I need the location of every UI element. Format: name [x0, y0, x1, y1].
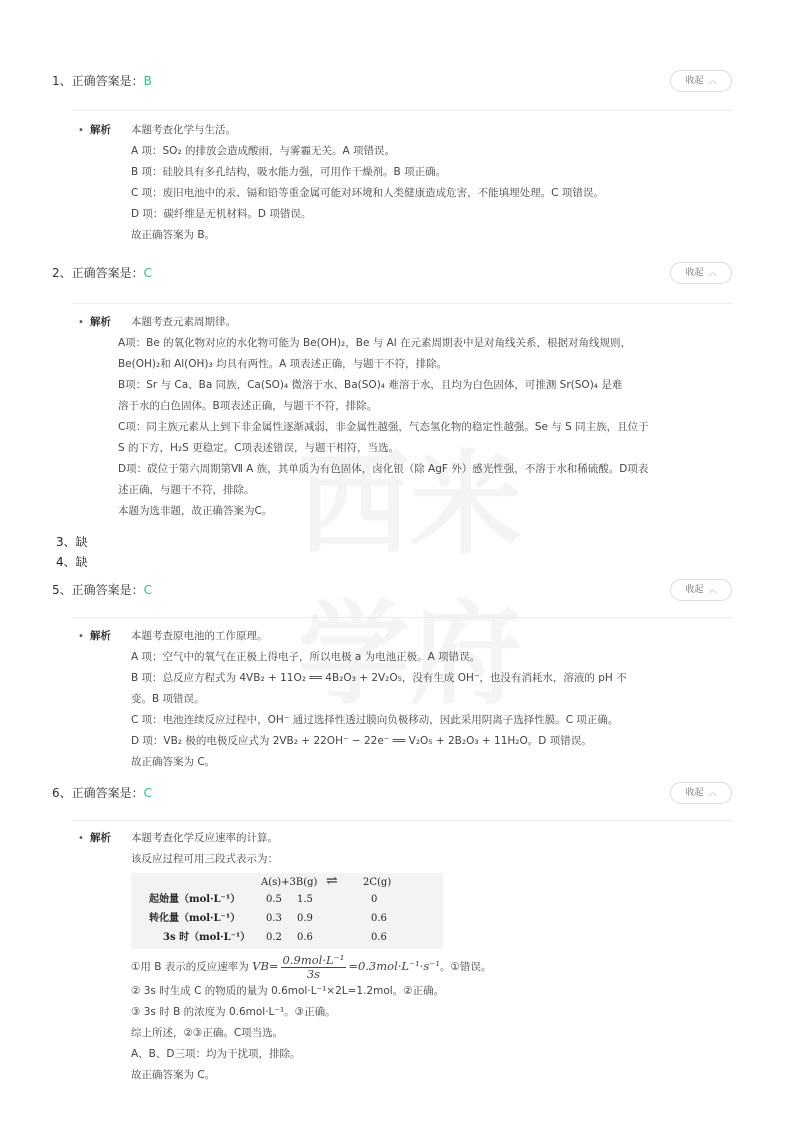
- chevron-up-icon: ︿: [708, 788, 717, 797]
- question-number: 4、: [56, 555, 76, 569]
- analysis-tag: 解析: [90, 630, 111, 642]
- analysis-line: B项：Sr 与 Ca、Ba 同族，Ca(SO)₄ 微溶于水、Ba(SO)₄ 难溶于水，且均为白色固体，可推测 Sr(SO)₄ 是难: [118, 379, 623, 391]
- collapse-label: 收起: [685, 76, 704, 86]
- analysis-line: 该反应过程可用三段式表示为：: [131, 853, 278, 865]
- analysis-q2: [78, 312, 718, 522]
- analysis-line: 本题考查原电池的工作原理。: [131, 630, 268, 642]
- answer-letter: B: [143, 74, 152, 88]
- answer-prefix: 正确答案是：: [71, 74, 144, 88]
- answer-header-q1: [52, 70, 732, 92]
- analysis-tag: 解析: [90, 316, 111, 328]
- missing-label: 缺: [75, 535, 88, 549]
- collapse-button-q6[interactable]: [670, 782, 732, 804]
- chevron-up-icon: ︿: [708, 268, 717, 277]
- analysis-line: D 项：碳纤维是无机材料。D 项错误。: [131, 208, 312, 220]
- reaction-products: 2C(g): [363, 877, 392, 888]
- analysis-line: 本题考查化学与生活。: [131, 124, 236, 136]
- row-label: 起始量（mol·L⁻¹）: [149, 894, 241, 905]
- rate-rhs: =0.3mol·L⁻¹·s⁻¹: [348, 959, 440, 973]
- cell-b: 0.6: [297, 932, 313, 943]
- answer-prefix: 正确答案是：: [71, 583, 144, 597]
- analysis-line: C项：同主族元素从上到下非金属性逐渐减弱，非金属性越强，气态氢化物的稳定性越强。Se 与 S 同主族，且位于: [118, 421, 649, 433]
- cell-c: 0.6: [371, 932, 387, 943]
- answer-prefix: 正确答案是：: [71, 266, 144, 280]
- rate-pre: ①用 B 表示的反应速率为: [131, 961, 249, 973]
- analysis-body: [131, 828, 718, 1086]
- bullet-icon: •: [78, 833, 84, 844]
- equilibrium-arrow-icon: ⇌: [326, 873, 338, 889]
- analysis-line: 故正确答案为 B。: [131, 229, 216, 241]
- analysis-q5: [78, 626, 718, 773]
- rate-post: 。①错误。: [439, 961, 492, 973]
- answer-letter: C: [143, 266, 153, 280]
- answer-header-q6: [52, 782, 732, 804]
- question-number: 6、: [52, 786, 72, 800]
- bullet-icon: •: [78, 631, 84, 642]
- collapse-button-q2[interactable]: [670, 262, 732, 284]
- cell-b: 1.5: [297, 894, 313, 905]
- rate-lhs: VB=: [252, 959, 279, 973]
- missing-q3: [56, 532, 88, 552]
- cell-a: 0.5: [266, 894, 282, 905]
- cell-b: 0.9: [297, 913, 313, 924]
- analysis-line: 本题考查化学反应速率的计算。: [131, 832, 278, 844]
- row-label: 转化量（mol·L⁻¹）: [149, 913, 241, 924]
- cell-c: 0.6: [371, 913, 387, 924]
- question-number: 5、: [52, 583, 72, 597]
- analysis-q6: [78, 828, 718, 1086]
- question-number: 3、: [56, 535, 76, 549]
- collapse-label: 收起: [685, 788, 704, 798]
- fraction-denominator: 3s: [306, 966, 321, 981]
- question-number: 2、: [52, 266, 72, 280]
- reaction-table: [131, 873, 443, 949]
- analysis-line: A项：Be 的氧化物对应的水化物可能为 Be(OH)₂，Be 与 Al 在元素周期表中是对角线关系，根据对角线规则，: [118, 337, 632, 349]
- analysis-line: ② 3s 时生成 C 的物质的量为 0.6mol·L⁻¹×2L=1.2mol。②正确。: [131, 984, 445, 997]
- answer-prefix: 正确答案是：: [71, 786, 144, 800]
- analysis-body: [118, 312, 718, 522]
- analysis-line: D项：砹位于第六周期第Ⅶ A 族，其单质为有色固体，卤化银（除 AgF 外）感光性强，不溶于水和稀硫酸。D项表: [118, 463, 649, 475]
- analysis-tag: 解析: [90, 124, 111, 136]
- analysis-body: [131, 120, 718, 246]
- cell-c: 0: [371, 894, 378, 905]
- answer-header-q5: [52, 579, 732, 601]
- divider: [72, 820, 732, 821]
- collapse-button-q5[interactable]: [670, 579, 732, 601]
- bullet-icon: •: [78, 317, 84, 328]
- divider: [72, 617, 732, 618]
- collapse-button-q1[interactable]: [670, 70, 732, 92]
- divider: [72, 303, 732, 304]
- analysis-q1: [78, 120, 718, 246]
- collapse-label: 收起: [685, 268, 704, 278]
- answer-letter: C: [143, 786, 153, 800]
- divider: [72, 110, 732, 111]
- missing-label: 缺: [75, 555, 88, 569]
- cell-a: 0.3: [266, 913, 282, 924]
- analysis-line: A 项：空气中的氧气在正极上得电子，所以电极 a 为电池正极。A 项错误。: [131, 651, 481, 663]
- answer-letter: C: [143, 583, 153, 597]
- chevron-up-icon: ︿: [708, 585, 717, 594]
- analysis-line: Be(OH)₂和 Al(OH)₃ 均具有两性。A 项表述正确，与题干不符，排除。: [118, 358, 448, 370]
- collapse-label: 收起: [685, 585, 704, 595]
- analysis-line: A、B、D三项：均为干扰项，排除。: [131, 1047, 301, 1060]
- fraction-numerator: 0.9mol·L⁻¹: [282, 952, 345, 967]
- analysis-line: 溶于水的白色固体。B项表述正确，与题干不符，排除。: [118, 400, 378, 412]
- analysis-line: B 项：硅胶具有多孔结构，吸水能力强，可用作干燥剂。B 项正确。: [131, 166, 447, 178]
- rate-fraction: [281, 954, 347, 981]
- analysis-line: 变。B 项错误。: [131, 693, 205, 705]
- analysis-line: ③ 3s 时 B 的浓度为 0.6mol·L⁻¹。③正确。: [131, 1005, 336, 1018]
- analysis-line: B 项：总反应方程式为 4VB₂ + 11O₂ ══ 4B₂O₃ + 2V₂O₅，没有生成 OH⁻，也没有消耗水，溶液的 pH 不: [131, 672, 627, 684]
- analysis-line: 本题考查元素周期律。: [131, 316, 236, 328]
- analysis-line: D 项：VB₂ 极的电极反应式为 2VB₂ + 22OH⁻ − 22e⁻ ══ V₂O₅ + 2B₂O₃ + 11H₂O。D 项错误。: [131, 735, 592, 747]
- chevron-up-icon: ︿: [708, 76, 717, 85]
- analysis-tag: 解析: [90, 832, 111, 844]
- analysis-line: 故正确答案为 C。: [131, 1068, 216, 1081]
- rate-line: [131, 953, 718, 981]
- analysis-body: [131, 626, 718, 773]
- analysis-line: C 项：废旧电池中的汞、镉和铅等重金属可能对环境和人类健康造成危害，不能填埋处理。C 项错误。: [131, 187, 604, 199]
- missing-q4: [56, 552, 88, 572]
- row-label: 3s 时（mol·L⁻¹）: [163, 932, 251, 943]
- cell-a: 0.2: [266, 932, 282, 943]
- question-number: 1、: [52, 74, 72, 88]
- analysis-line: 本题为选非题，故正确答案为C。: [118, 505, 273, 517]
- analysis-line: S 的下方，H₂S 更稳定。C项表述错误，与题干相符，当选。: [118, 442, 399, 454]
- analysis-line: C 项：电池连续反应过程中，OH⁻ 通过选择性透过膜向负极移动，因此采用阴离子选择性膜。C 项正确。: [131, 714, 619, 726]
- answer-header-q2: [52, 262, 732, 284]
- reaction-reactants: A(s)+3B(g): [261, 877, 318, 888]
- analysis-line: 述正确，与题干不符，排除。: [118, 484, 255, 496]
- analysis-line: A 项：SO₂ 的排放会造成酸雨，与雾霾无关。A 项错误。: [131, 145, 396, 157]
- bullet-icon: •: [78, 125, 84, 136]
- analysis-line: 故正确答案为 C。: [131, 756, 216, 768]
- analysis-line: 综上所述，②③正确。C项当选。: [131, 1026, 284, 1039]
